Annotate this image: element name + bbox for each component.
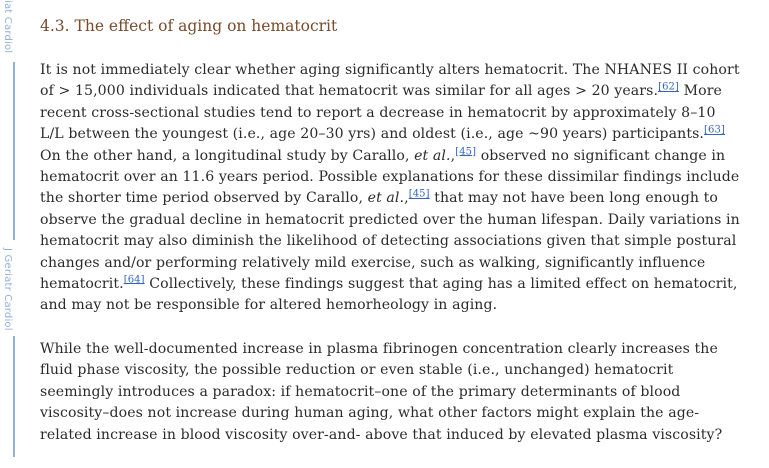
citation-link-62[interactable]: [62]: [658, 81, 679, 93]
text-span: It is not immediately clear whether aging significantly alters hematocrit. The NHANES II cohort of > 15,000 individuals indicated that hematocrit was similar for all ages > 20 years.: [40, 62, 740, 100]
citation-link-45-repeat[interactable]: [45]: [408, 188, 430, 200]
text-span: that may not have been long enough to observe the gradual decline in hematocrit predicted over the human lifespan. Daily variations in hematocrit may also diminish the likelihood of detecting associations given that simple postural changes and/or performing relatively mild exercise, such as walking, significantly influence hematocrit.: [40, 190, 740, 293]
et-al-italic: et al.: [414, 147, 451, 164]
text-span: ,: [404, 190, 409, 207]
paragraph-hematocrit-evidence: [40, 60, 740, 317]
text-span: observed no significant change in hematocrit over an 11.6 years period. Possible explanations for these dissimilar findings include the shorter time period observed by Carallo,: [40, 147, 740, 207]
citation-63: [704, 125, 725, 136]
text-span: Collectively, these findings suggest that aging has a limited effect on hematocrit, and may not be responsible for altered hemorheology in aging.: [40, 276, 738, 314]
citation-link-45[interactable]: [45]: [455, 145, 477, 157]
citation-link-63[interactable]: [63]: [704, 124, 725, 136]
journal-label-top: iat Cardiol: [2, 0, 13, 54]
citation-link-64[interactable]: [64]: [123, 274, 145, 286]
citation-45: [455, 146, 476, 157]
text-span: On the other hand, a longitudinal study by Carallo,: [40, 147, 415, 164]
journal-side-rail: [0, 0, 22, 457]
journal-label-bottom: J Geriatr Cardiol: [2, 248, 13, 331]
citation-45-repeat: [409, 189, 430, 200]
citation-62: [658, 82, 679, 93]
section-heading: 4.3. The effect of aging on hematocrit: [40, 17, 338, 35]
paragraph-viscosity-paradox: While the well-documented increase in plasma fibrinogen concentration clearly increases the fluid phase viscosity, the possible reduction or even stable (i.e., unchanged) hematocrit seemingly introduces a paradox: if hematocrit–one of the primary determinants of blood viscosity–does not increase during human aging, what other factors might explain the age-related increase in blood viscosity over-and- above that induced by elevated plasma viscosity?: [40, 340, 723, 443]
rail-divider-top: [13, 62, 15, 240]
text-span: More recent cross-sectional studies tend to report a decrease in hematocrit by approximately 8–10 L/L between the youngest (i.e., age 20–30 yrs) and oldest (i.e., age ~90 years) participants.: [40, 83, 722, 143]
et-al-italic: et al.: [367, 190, 405, 207]
citation-64: [124, 274, 145, 285]
article-section: [40, 14, 740, 468]
rail-divider-bottom: [13, 336, 15, 457]
text-span: ,: [450, 147, 456, 164]
